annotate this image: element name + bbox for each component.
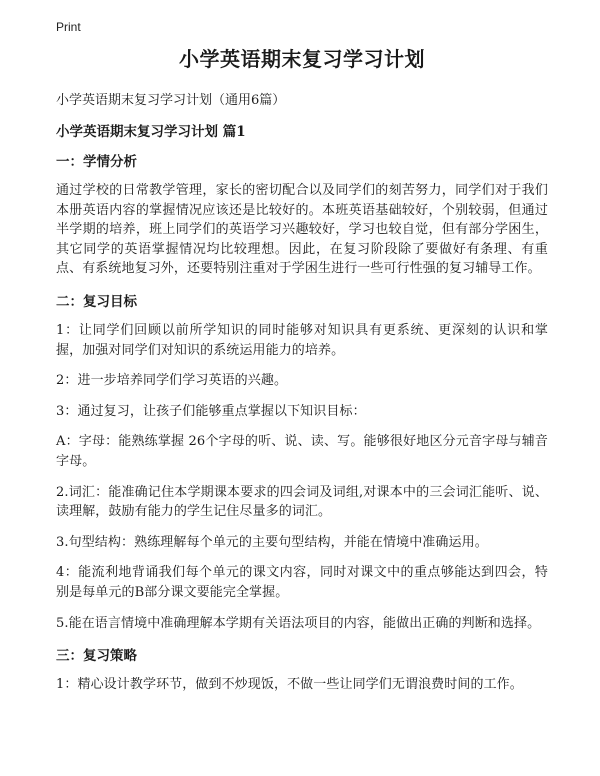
document-body [56, 46, 548, 706]
goal-item: 3：通过复习，让孩子们能够重点掌握以下知识目标： [56, 403, 366, 419]
goal-item: 2.词汇：能准确记住本学期课本要求的四会词及词组,对课本中的三会词汇能听、说、读理解，鼓励有能力的学生记住尽量多的词汇。 [56, 484, 548, 520]
section-heading-goals: 二：复习目标 [56, 293, 137, 310]
print-label[interactable]: Print [56, 20, 81, 34]
goal-item: A：字母：能熟练掌握 26个字母的听、说、读、写。能够很好地区分元音字母与辅音字母。 [56, 434, 548, 469]
goal-item: 5.能在语言情境中准确理解本学期有关语法项目的内容，能做出正确的判断和选择。 [56, 615, 541, 631]
section-heading-strategy: 三：复习策略 [56, 648, 137, 665]
section-heading-analysis: 一：学情分析 [56, 154, 137, 170]
document-title: 小学英语期末复习学习计划 [179, 47, 425, 71]
goal-item: 4：能流利地背诵我们每个单元的课文内容，同时对课文中的重点够能达到四会，特别是每单元的B部分课文要能完全掌握。 [56, 565, 548, 600]
goal-item: 1：让同学们回顾以前所学知识的同时能够对知识具有更系统、更深刻的认识和掌握，加强对同学们对知识的系统运用能力的培养。 [56, 322, 548, 358]
analysis-paragraph: 通过学校的日常教学管理，家长的密切配合以及同学们的刻苦努力，同学们对于我们本册英语内容的掌握情况应该还是比较好的。本班英语基础较好，个别较弱，但通过半学期的培养，班上同学们的英语学习兴趣较好，学习也较自觉，但有部分学困生，其它同学的英语掌握情况均比较理想。因此，在复习阶段除了要做好有条理、有重点、有系统地复习外，还要特别注重对于学困生进行一些可行性强的复习辅导工作。 [56, 183, 548, 277]
goal-item: 2：进一步培养同学们学习英语的兴趣。 [56, 373, 288, 389]
document-subtitle: 小学英语期末复习学习计划（通用6篇） [56, 93, 286, 108]
strategy-item: 1：精心设计教学环节，做到不炒现饭，不做一些让同学们无谓浪费时间的工作。 [56, 677, 523, 693]
article-heading: 小学英语期末复习学习计划 篇1 [56, 124, 246, 140]
goal-item: 3.句型结构：熟练理解每个单元的主要句型结构，并能在情境中准确运用。 [56, 534, 488, 550]
